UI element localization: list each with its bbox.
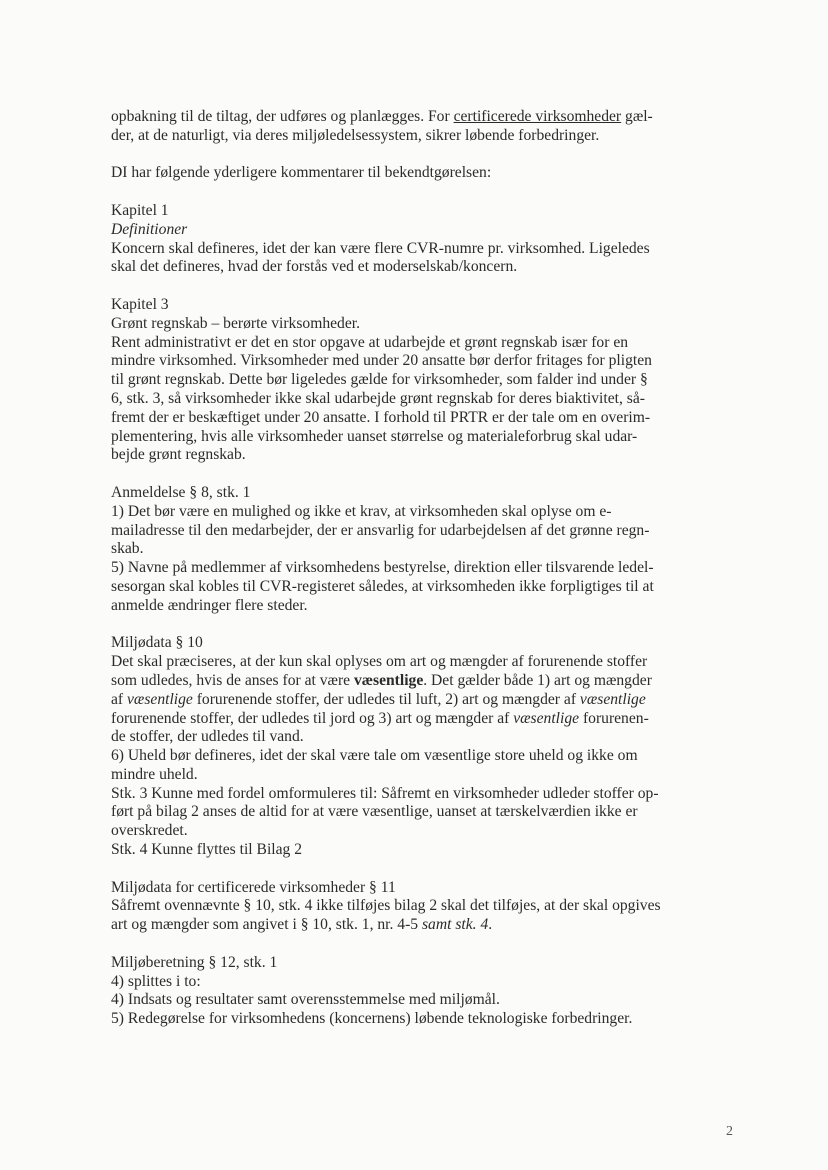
vaesentlige-italic: væsentlige [513, 709, 580, 727]
miljodata-10-line-1: Det skal præciseres, at der kun skal oplyses om art og mængder af forurenende stoffer [111, 653, 648, 671]
text-run: art og mængder som angivet i § 10, stk. 1, nr. 4-5 [111, 916, 422, 934]
miljodata-10-line-2 [111, 672, 741, 691]
miljoberetning-line: 4) splittes i to: [111, 972, 201, 990]
page-number: 2 [726, 1124, 733, 1139]
kapitel-3-line: bejde grønt regnskab. [111, 446, 246, 464]
miljodata-10-line-9: ført på bilag 2 anses de altid for at være væsentlige, uanset at tærskelværdien ikke er [111, 803, 638, 821]
text-run: forurenende stoffer, der udledes til jord og 3) art og mængder af [111, 709, 514, 727]
kapitel-3-line: fremt der er beskæftiget under 20 ansatte. I forhold til PRTR er der tale om en overim- [111, 408, 651, 426]
anmeldelse-line: sesorgan skal kobles til CVR-registeret således, at virksomheden ikke forpligtiges til at [111, 577, 654, 595]
definitioner-subheading [111, 221, 741, 240]
miljodata-10-line-11: Stk. 4 Kunne flyttes til Bilag 2 [111, 841, 303, 859]
miljodata-10-heading: Miljødata § 10 [111, 634, 203, 652]
anmeldelse-line: 1) Det bør være en mulighed og ikke et krav, at virksomheden skal oplyse om e- [111, 502, 612, 520]
intro-text-end: gæl- [621, 108, 653, 125]
miljoberetning-heading: Miljøberetning § 12, stk. 1 [111, 953, 278, 971]
anmeldelse-line: 5) Navne på medlemmer af virksomhedens bestyrelse, direktion eller tilsvarende ledel- [111, 559, 654, 577]
certified-companies-underlined: certificerede virksomheder [453, 108, 622, 125]
vaesentlige-italic: væsentlige [579, 690, 646, 708]
anmeldelse-line: anmelde ændringer flere steder. [111, 596, 308, 614]
miljodata-10-line-10: overskredet. [111, 822, 188, 840]
miljodata-11-line-2 [111, 916, 741, 935]
document-body [111, 108, 741, 1029]
vaesentlige-bold: væsentlige [353, 671, 424, 689]
anmeldelse-heading: Anmeldelse § 8, stk. 1 [111, 483, 251, 501]
definitioner-text: Definitioner [111, 220, 188, 238]
samt-stk-4-italic: samt stk. 4 [421, 916, 489, 934]
text-run: forurenen- [579, 709, 649, 727]
kapitel-3-line: mindre virksomhed. Virksomheder med under 20 ansatte bør derfor fritages for pligten [111, 352, 652, 370]
di-comment-line: DI har følgende yderligere kommentarer til bekendtgørelsen: [111, 164, 492, 182]
miljodata-10-line-4 [111, 710, 741, 729]
text-run: . [488, 916, 493, 934]
kapitel-3-heading: Kapitel 3 [111, 295, 169, 313]
kapitel-3-line: plementering, hvis alle virksomheder uanset størrelse og materialeforbrug skal udar- [111, 427, 638, 445]
kapitel-3-subheading: Grønt regnskab – berørte virksomheder. [111, 314, 360, 332]
miljoberetning-line: 5) Redegørelse for virksomhedens (koncernens) løbende teknologiske forbedringer. [111, 1010, 633, 1028]
text-run: af [111, 690, 128, 708]
intro-line-2: der, at de naturligt, via deres miljøledelsessystem, sikrer løbende forbedringer. [111, 126, 600, 144]
miljodata-11-heading: Miljødata for certificerede virksomheder § 11 [111, 878, 396, 896]
anmeldelse-line: mailadresse til den medarbejder, der er ansvarlig for udarbejdelsen af det grønne regn- [111, 521, 650, 539]
kapitel-3-line: Rent administrativt er det en stor opgave at udarbejde et grønt regnskab især for en [111, 333, 629, 351]
kapitel-3-line: 6, stk. 3, så virksomheder ikke skal udarbejde grønt regnskab for deres biaktivitet, så- [111, 389, 645, 407]
vaesentlige-italic: væsentlige [127, 690, 193, 708]
kapitel-1-heading: Kapitel 1 [111, 201, 169, 219]
kapitel-1-line-2: skal det defineres, hvad der forstås ved et moderselskab/koncern. [111, 258, 518, 276]
intro-line-1 [111, 108, 741, 127]
miljoberetning-line: 4) Indsats og resultater samt overensstemmelse med miljømål. [111, 991, 500, 1009]
miljodata-10-line-6: 6) Uheld bør defineres, idet der skal være tale om væsentlige store uheld og ikke om [111, 747, 638, 765]
anmeldelse-line: skab. [111, 540, 144, 558]
text-run: forurenende stoffer, der udledes til luft, 2) art og mængder af [192, 690, 580, 708]
miljodata-10-line-5: de stoffer, der udledes til vand. [111, 728, 304, 746]
miljodata-11-line-1: Såfremt ovennævnte § 10, stk. 4 ikke tilføjes bilag 2 skal det tilføjes, at der skal opgives [111, 897, 661, 915]
miljodata-10-line-8: Stk. 3 Kunne med fordel omformuleres til: Såfremt en virksomheder udleder stoffer op- [111, 784, 659, 802]
intro-text: opbakning til de tiltag, der udføres og planlægges. For [111, 108, 454, 125]
kapitel-3-line: til grønt regnskab. Dette bør ligeledes gælde for virksomheder, som falder ind under § [111, 371, 648, 389]
kapitel-1-line-1: Koncern skal defineres, idet der kan være flere CVR-numre pr. virksomhed. Ligeledes [111, 239, 650, 257]
text-run: som udledes, hvis de anses for at være [111, 671, 354, 689]
text-run: . Det gælder både 1) art og mængder [423, 671, 652, 689]
miljodata-10-line-7: mindre uheld. [111, 765, 198, 783]
miljodata-10-line-3 [111, 691, 741, 710]
